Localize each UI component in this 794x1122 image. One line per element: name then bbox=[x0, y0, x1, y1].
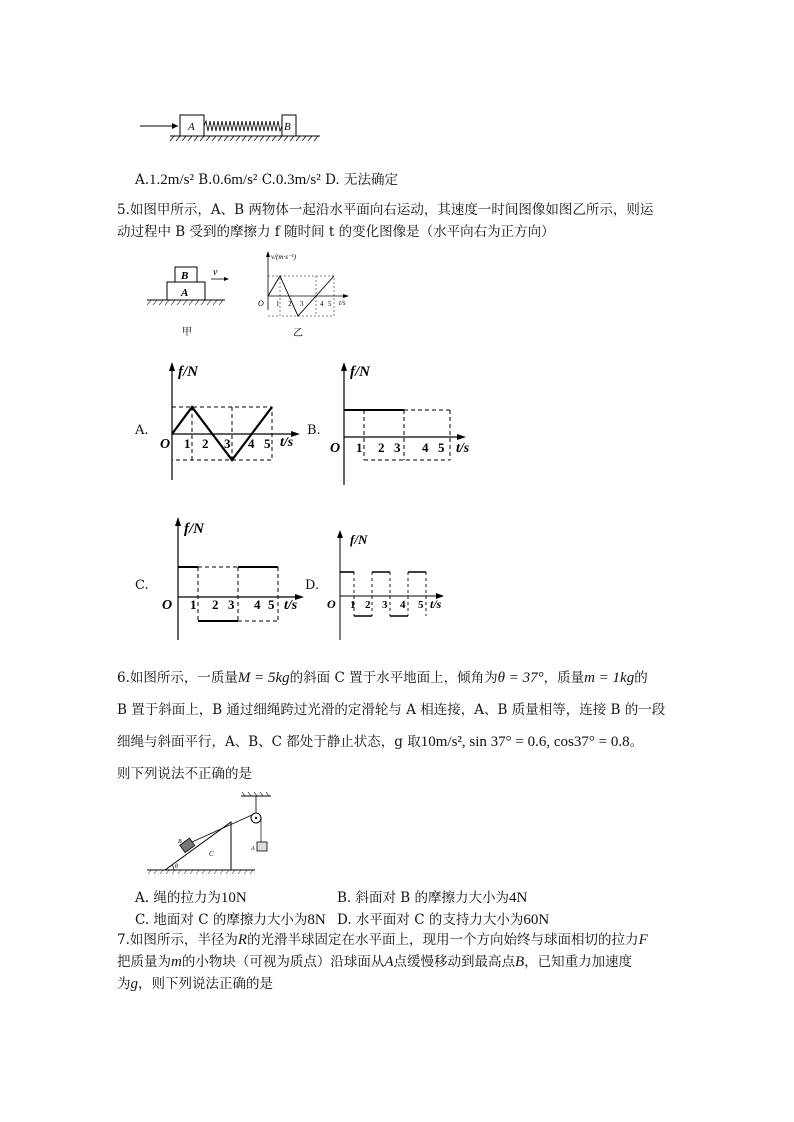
q5-a-tick-3: 3 bbox=[224, 436, 231, 451]
q5-c-tick-4: 4 bbox=[254, 597, 261, 612]
q5-a-tick-1: 1 bbox=[184, 436, 191, 451]
q5-jia-a-label: A bbox=[181, 287, 189, 299]
q6-option-c-text: C. 地面对 C 的摩擦力大小为 bbox=[135, 912, 308, 928]
q5-c-tick-3: 3 bbox=[228, 597, 235, 612]
q6-option-b-value: 4N bbox=[509, 890, 528, 906]
q5-b-tick-4: 4 bbox=[422, 440, 429, 455]
q5-b-x-label: t/s bbox=[456, 441, 470, 456]
q4-block-b-label: B bbox=[284, 121, 291, 133]
q6-incline-figure bbox=[145, 792, 285, 874]
q5-jia-caption: 甲 bbox=[182, 327, 192, 337]
q5-c-x-label: t/s bbox=[284, 598, 298, 613]
q5-figure-jia bbox=[145, 262, 235, 337]
q5-a-tick-5: 5 bbox=[264, 436, 271, 451]
q6-option-c bbox=[135, 908, 326, 929]
q5-a-x-label: t/s bbox=[280, 435, 294, 450]
q6-stem-line-1 bbox=[117, 668, 648, 688]
q5-d-tick-4: 4 bbox=[400, 599, 406, 611]
q5-option-d-label: D. bbox=[305, 578, 320, 593]
q7-l3-a: 为 bbox=[117, 976, 131, 992]
q6-l1-a: 6.如图所示，一质量 bbox=[117, 670, 238, 686]
q7-l3-b: ，则下列说法正确的是 bbox=[138, 976, 273, 992]
q5-jia-b-label: B bbox=[181, 270, 189, 282]
q7-l2-b: 的小物块（可视为质点）沿球面从 bbox=[181, 954, 385, 970]
q5-c-tick-1: 1 bbox=[190, 597, 197, 612]
q5-c-origin: O bbox=[162, 598, 173, 613]
q7-l2-a: 把质量为 bbox=[117, 954, 171, 970]
q5-d-y-label: f/N bbox=[350, 532, 368, 547]
q7-stem-line-3 bbox=[117, 974, 273, 994]
q5-jia-v-label: v bbox=[213, 267, 218, 278]
q4-option-c-value: 0.3m/s² bbox=[275, 172, 321, 188]
q5-a-tick-4: 4 bbox=[248, 436, 255, 451]
q7-l2-d: ，已知重力加速度 bbox=[524, 954, 633, 970]
q6-option-a-text: A. 绳的拉力为 bbox=[135, 890, 221, 906]
q6-option-d bbox=[337, 908, 549, 929]
q7-l1-b: 的光滑半球固定在水平面上，现用一个方向始终与球面相切的拉力 bbox=[247, 932, 639, 948]
q5-yi-caption: 乙 bbox=[293, 328, 303, 339]
q5-b-tick-3: 3 bbox=[394, 440, 401, 455]
q5-yi-tick-1: 1 bbox=[276, 300, 280, 308]
q5-b-tick-5: 5 bbox=[438, 440, 445, 455]
q7-l2-m: m bbox=[171, 954, 182, 970]
q7-l3-g: g bbox=[130, 976, 138, 992]
q4-option-d: D. 无法确定 bbox=[325, 172, 398, 188]
q6-l3-math: 10m/s², sin 37° = 0.6, cos37° = 0.8 bbox=[420, 734, 630, 750]
q6-l1-math-2: θ = 37° bbox=[497, 670, 544, 686]
q4-block-a-label: A bbox=[188, 121, 195, 133]
q5-yi-x-axis-label: t/s bbox=[339, 299, 346, 307]
q5-option-c-graph bbox=[150, 515, 310, 645]
q4-option-b-prefix: B. bbox=[198, 172, 213, 188]
q7-l1-f: F bbox=[638, 932, 648, 948]
q7-l2-B: B bbox=[515, 954, 525, 970]
q5-d-tick-3: 3 bbox=[382, 599, 388, 611]
q5-b-origin: O bbox=[330, 441, 341, 456]
q5-figure-yi bbox=[250, 248, 360, 340]
q7-l2-c: 点缓慢移动到最高点 bbox=[393, 954, 516, 970]
q5-d-origin: O bbox=[327, 597, 336, 611]
q5-stem-line-1: 5.如图甲所示，A、B 两物体一起沿水平面向右运动，其速度一时间图像如图乙所示，则运 bbox=[117, 202, 654, 218]
q6-l3-b: 。 bbox=[629, 734, 644, 750]
q5-yi-tick-5: 5 bbox=[328, 300, 332, 308]
q6-option-b-text: B. 斜面对 B 的摩擦力大小为 bbox=[337, 890, 510, 906]
q5-yi-tick-2: 2 bbox=[288, 300, 292, 308]
q6-stem-line-3 bbox=[117, 732, 643, 752]
q6-l1-d: 的 bbox=[634, 670, 648, 686]
q6-option-b bbox=[337, 886, 527, 907]
q6-l1-math-1: M = 5kg bbox=[237, 670, 290, 686]
q5-yi-tick-3: 3 bbox=[300, 300, 304, 308]
q6-option-d-text: D. 水平面对 C 的支持力大小为 bbox=[337, 912, 524, 928]
q6-l1-c: ，质量 bbox=[543, 670, 585, 686]
q4-option-b-value: 0.6m/s² bbox=[212, 172, 258, 188]
q6-stem-line-2: B 置于斜面上，B 通过细绳跨过光滑的定滑轮与 A 相连接，A、B 质量相等，连接 B 的一段 bbox=[117, 702, 666, 718]
q4-option-c-prefix: C. bbox=[261, 172, 276, 188]
q5-option-a-graph bbox=[150, 360, 310, 490]
q6-l1-b: 的斜面 C 置于水平地面上，倾角为 bbox=[289, 670, 498, 686]
q4-options bbox=[135, 170, 398, 190]
q5-c-tick-2: 2 bbox=[212, 597, 219, 612]
q5-d-tick-2: 2 bbox=[365, 599, 371, 611]
q6-l1-math-3: m = 1kg bbox=[584, 670, 635, 686]
q5-c-tick-5: 5 bbox=[268, 597, 275, 612]
q5-option-b-graph bbox=[322, 360, 482, 490]
q4-option-a-value: 1.2m/s² bbox=[149, 172, 194, 188]
q5-d-tick-5: 5 bbox=[418, 599, 424, 611]
q5-d-x-label: t/s bbox=[430, 597, 442, 611]
q5-b-y-label: f/N bbox=[350, 364, 370, 380]
q5-c-y-label: f/N bbox=[184, 521, 204, 537]
q7-l1-r: R bbox=[237, 932, 248, 948]
q6-figure-theta: θ bbox=[175, 864, 178, 870]
q5-stem-line-2: 动过程中 B 受到的摩擦力 f 随时间 t 的变化图像是（水平向右为正方向） bbox=[117, 224, 555, 240]
q5-yi-y-axis-label: v/(m·s⁻¹) bbox=[271, 253, 297, 261]
q5-d-tick-1: 1 bbox=[350, 599, 356, 611]
q4-spring-figure bbox=[140, 110, 320, 146]
q6-option-a-value: 10N bbox=[220, 890, 247, 906]
q6-figure-c-label: C bbox=[209, 850, 214, 858]
q6-figure-b-label: B bbox=[178, 839, 182, 845]
q5-option-a-label: A. bbox=[135, 423, 149, 438]
q5-a-origin: O bbox=[160, 437, 171, 452]
q4-option-a-prefix: A. bbox=[135, 172, 150, 188]
q6-option-d-value: 60N bbox=[523, 912, 550, 928]
q5-option-b-label: B. bbox=[307, 423, 321, 438]
q7-l1-a: 7.如图所示，半径为 bbox=[117, 932, 238, 948]
q5-yi-tick-4: 4 bbox=[320, 300, 324, 308]
q5-b-tick-2: 2 bbox=[378, 440, 385, 455]
q7-stem-line-2 bbox=[117, 952, 632, 972]
q6-stem-line-4: 则下列说法不正确的是 bbox=[117, 766, 252, 782]
q5-option-d-graph bbox=[320, 528, 455, 643]
q5-b-tick-1: 1 bbox=[356, 440, 363, 455]
q6-option-c-value: 8N bbox=[307, 912, 326, 928]
q7-l2-A: A bbox=[384, 954, 394, 970]
q5-yi-origin: O bbox=[258, 299, 264, 308]
q5-a-tick-2: 2 bbox=[202, 436, 209, 451]
q6-l3-a: 细绳与斜面平行，A、B、C 都处于静止状态，g 取 bbox=[117, 734, 421, 750]
q6-figure-a-label: A bbox=[251, 846, 255, 852]
q7-stem-line-1 bbox=[117, 930, 648, 950]
q5-option-c-label: C. bbox=[135, 578, 149, 593]
q5-a-y-label: f/N bbox=[178, 364, 198, 380]
q6-option-a bbox=[135, 886, 247, 907]
